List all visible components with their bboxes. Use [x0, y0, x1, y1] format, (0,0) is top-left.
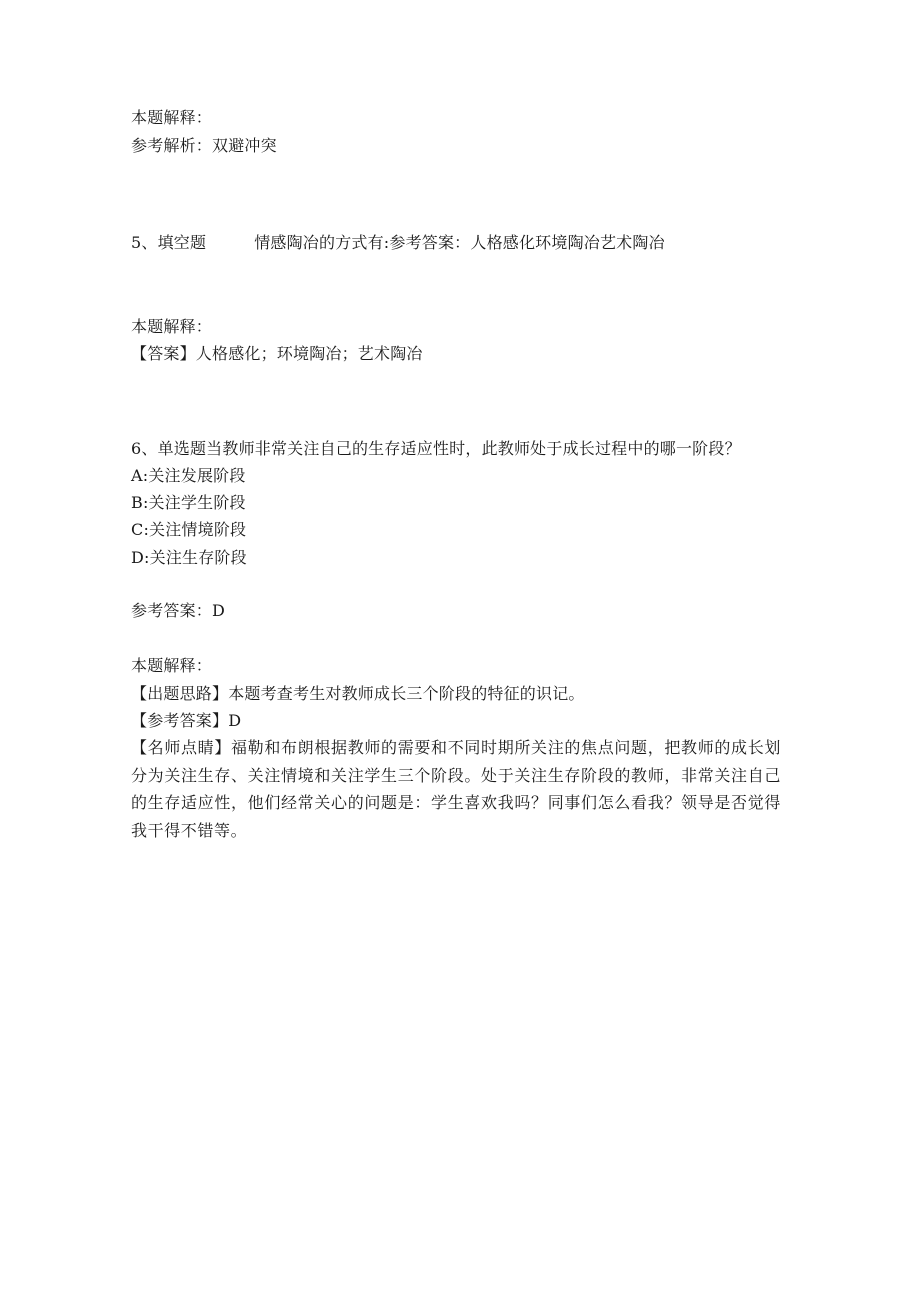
q5-prefix: 5、填空题 — [131, 233, 207, 252]
q6-ref-answer-detail: 【参考答案】D — [131, 711, 242, 730]
q5-question — [131, 232, 665, 254]
q6-thinking: 【出题思路】本题考查考生对教师成长三个阶段的特征的识记。 — [131, 684, 585, 703]
q5-explain-label: 本题解释： — [131, 317, 213, 336]
q6-explain-label: 本题解释： — [131, 656, 213, 675]
q5-answer-detail: 【答案】人格感化；环境陶冶；艺术陶冶 — [131, 344, 423, 363]
q6-option-b: B:关注学生阶段 — [131, 493, 246, 512]
q6-option-c: C:关注情境阶段 — [131, 520, 247, 539]
q6-stem: 6、单选题当教师非常关注自己的生存适应性时，此教师处于成长过程中的哪一阶段？ — [131, 439, 741, 458]
q6-option-a: A:关注发展阶段 — [131, 466, 246, 485]
q4-analysis: 参考解析：双避冲突 — [131, 136, 277, 155]
q4-explain-label: 本题解释： — [131, 108, 213, 127]
q6-option-d: D:关注生存阶段 — [131, 548, 247, 567]
q5-stem: 情感陶冶的方式有:参考答案：人格感化环境陶冶艺术陶冶 — [254, 233, 665, 252]
q6-reference-answer: 参考答案：D — [131, 601, 226, 620]
q6-teacher-note: 【名师点睛】福勒和布朗根据教师的需要和不同时期所关注的焦点问题，把教师的成长划分为关注生存、关注情境和关注学生三个阶段。处于关注生存阶段的教师，非常关注自己的生存适应性，他们经常关心的问题是：学生喜欢我吗？同事们怎么看我？领导是否觉得我干得不错等。 — [131, 738, 781, 840]
